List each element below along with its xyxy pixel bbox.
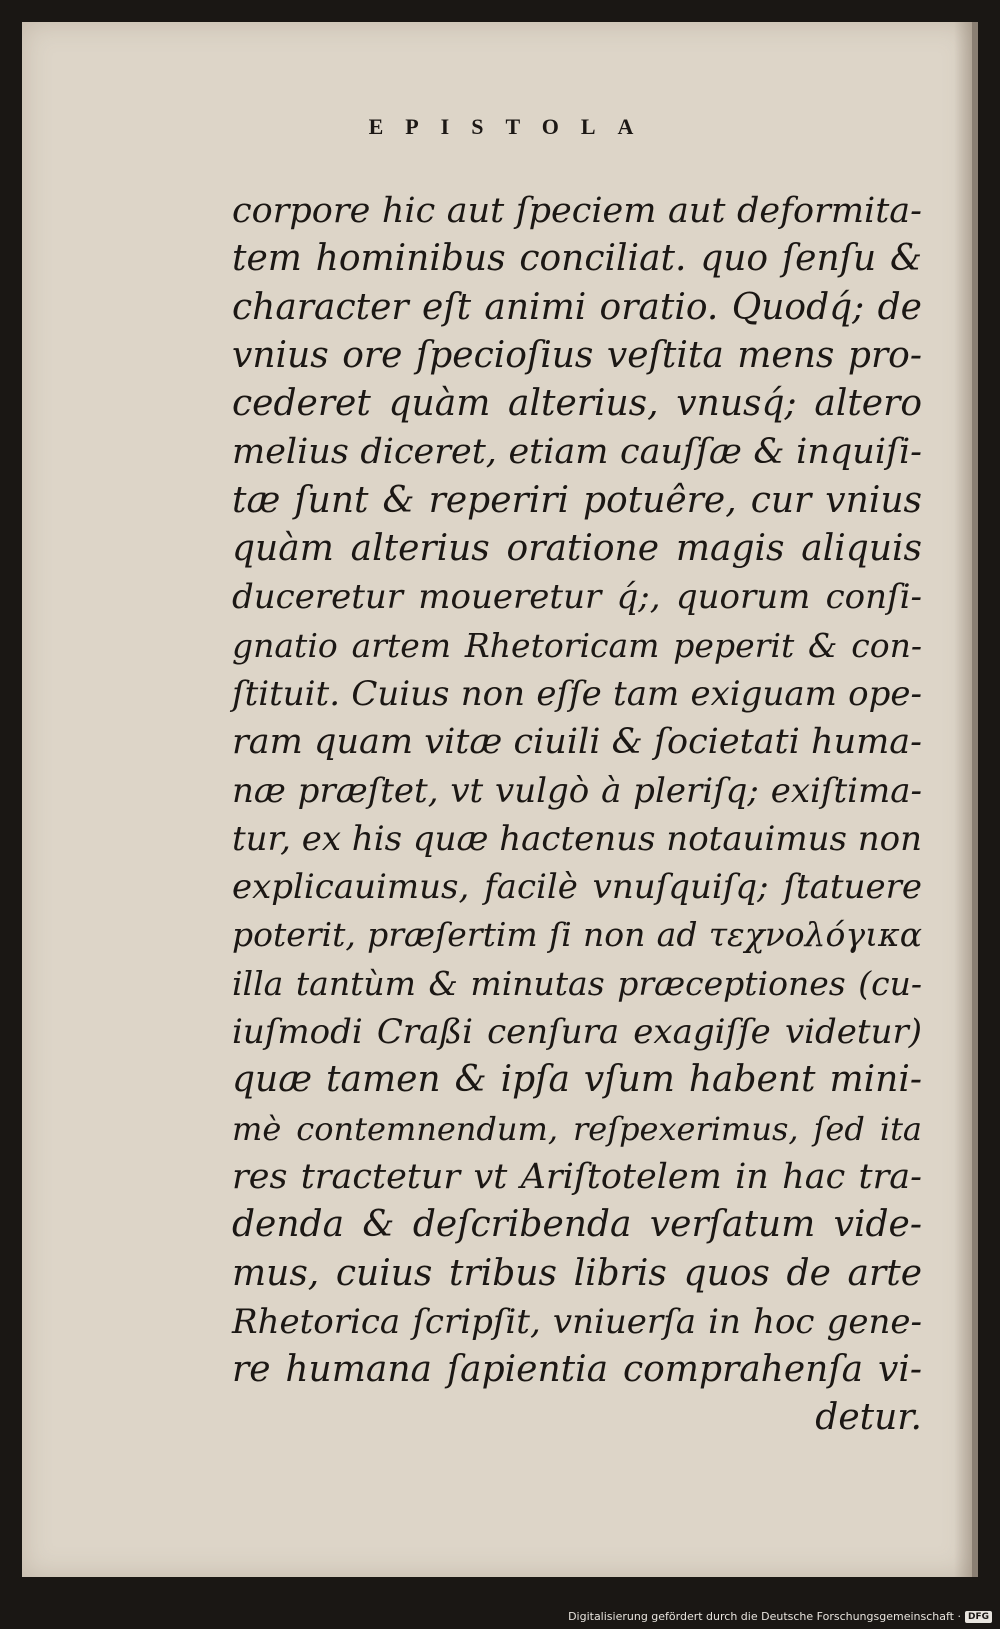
text-line: mus, cuius tribus libris quos de arte xyxy=(232,1252,922,1294)
text-line: quàm alterius oratione magis aliquis xyxy=(232,528,922,570)
text-line: Rhetorica ſcripſit, vniuerſa in hoc gene- xyxy=(232,1301,922,1342)
text-line: tæ ſunt & reperiri potuêre, cur vnius xyxy=(232,479,922,521)
text-line: ſtituit. Cuius non eſſe tam exiguam ope- xyxy=(232,673,922,714)
text-line: character eſt animi oratio. Quodq́; de xyxy=(232,286,922,328)
text-line: cederet quàm alterius, vnusq́; altero xyxy=(232,383,922,425)
text-line: detur. xyxy=(815,1397,922,1439)
page-spine-shadow xyxy=(954,22,972,1577)
text-line: vnius ore ſpecioſius veſtita mens pro- xyxy=(232,334,922,376)
dfg-logo-icon: DFG xyxy=(965,1611,992,1623)
body-text xyxy=(232,187,922,1443)
digitization-footer xyxy=(568,1610,992,1623)
text-line: quæ tamen & ipſa vſum habent mini- xyxy=(232,1059,922,1101)
text-line: iuſmodi Craßi cenſura exagiſſe videtur) xyxy=(232,1012,922,1053)
book-page xyxy=(22,22,978,1577)
text-line: tem hominibus conciliat. quo ſenſu & xyxy=(232,238,922,280)
text-line: tur, ex his quæ hactenus notauimus non xyxy=(232,818,923,859)
text-line: melius diceret, etiam cauſſæ & inquiſi- xyxy=(232,432,922,473)
running-head: EPISTOLA xyxy=(368,114,656,139)
text-line: mè contemnendum, reſpexerimus, ſed ita xyxy=(232,1109,922,1148)
text-line: corpore hic aut ſpeciem aut deformita- xyxy=(232,191,922,231)
footer-text: Digitalisierung gefördert durch die Deutsche Forschungsgemeinschaft · xyxy=(568,1610,961,1623)
text-line: explicauimus, facilè vnuſquiſq; ſtatuere xyxy=(232,867,922,908)
text-line: poterit, præſertim ſi non ad τεχνολόγικα xyxy=(232,915,922,955)
text-line: illa tantùm & minutas præceptiones (cu- xyxy=(232,963,922,1003)
text-line: re humana ſapientia comprahenſa vi- xyxy=(232,1349,922,1391)
text-line: næ præſtet, vt vulgò à pleriſq; exiſtima- xyxy=(232,770,922,811)
text-line: ram quam vitæ ciuili & ſocietati huma- xyxy=(232,722,922,763)
text-line: gnatio artem Rhetoricam peperit & con- xyxy=(232,625,922,665)
text-line: denda & deſcribenda verſatum vide- xyxy=(232,1204,922,1246)
text-line: duceretur moueretur q́;, quorum conſi- xyxy=(232,577,922,618)
text-line: res tractetur vt Ariſtotelem in hac tra- xyxy=(232,1156,922,1197)
